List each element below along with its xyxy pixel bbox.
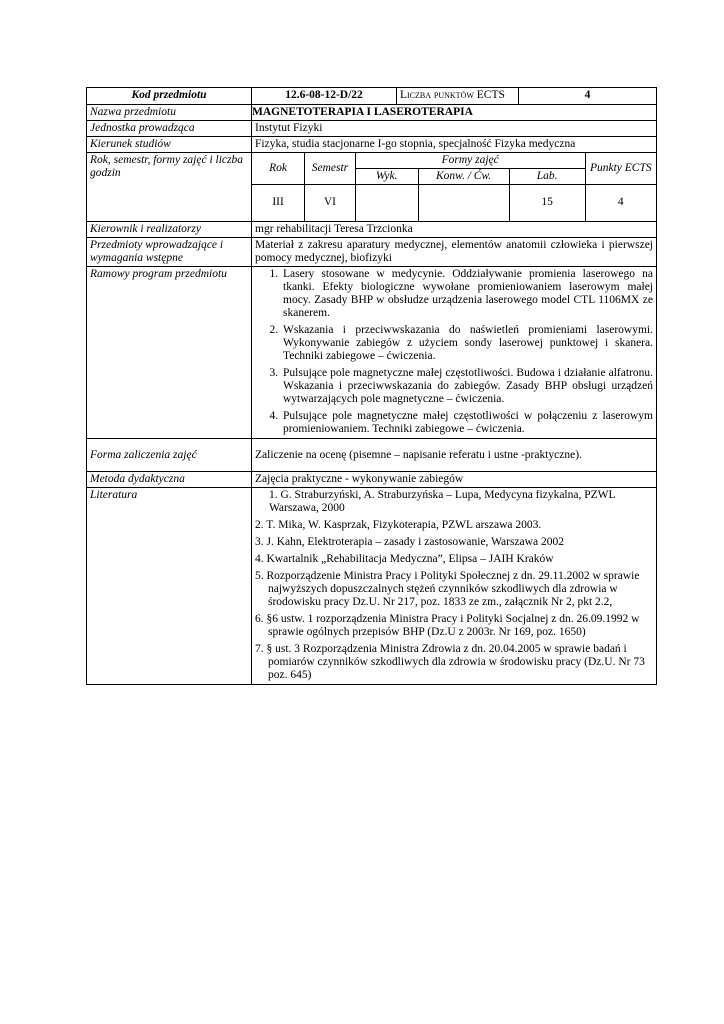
name-row <box>87 105 657 121</box>
literature-item: 7. § ust. 3 Rozporządzenia Ministra Zdrowia z dn. 20.04.2005 w sprawie badań i pomiarów czynników szkodliwych dla zdrowia w środowisku pracy (Dz.U. Nr 73 poz. 645) <box>255 643 645 681</box>
unit-value: Instytut Fizyki <box>252 121 657 137</box>
unit-row <box>87 121 657 137</box>
wyk-header: Wyk. <box>355 169 418 185</box>
semestr-value: VI <box>305 185 356 221</box>
method-value: Zajęcia praktyczne - wykonywanie zabiegów <box>252 472 657 488</box>
program-item: 3. Pulsujące pole magnetyczne małej częstotliwości. Budowa i działanie alfatronu. Wskazania i przeciwwskazania do zabiegów. Zasady BHP obsługi urządzeń wytwarzających pole magnetyczne – ćwiczenia. <box>281 367 653 406</box>
prereq-value: Materiał z zakresu aparatury medycznej, elementów anatomii człowieka i pierwszej pomocy medycznej, biofizyki <box>252 238 657 267</box>
prereq-label: Przedmioty wprowadzające i wymagania wstępne <box>87 238 252 267</box>
literature-item: 6. §6 ustw. 1 rozporządzenia Ministra Pracy i Polityki Socjalnej z dn. 26.09.1992 w sprawie ogólnych przepisów BHP (Dz.U z 2003r. Nr 169, poz. 1650) <box>255 613 640 638</box>
literature-item: 2. T. Mika, W. Kasprzak, Fizykoterapia, PZWL arszawa 2003. <box>255 519 542 531</box>
semestr-header: Semestr <box>305 153 356 185</box>
program-item: 4. Pulsujące pole magnetyczne małej częstotliwości w połączeniu z laserowym promieniowaniem. Techniki zabiegowe – ćwiczenia. <box>281 410 653 436</box>
field-row <box>87 137 657 153</box>
lab-value: 15 <box>509 185 585 221</box>
prereq-row <box>87 238 657 267</box>
literature-item: 1. G. Straburzyński, A. Straburzyńska – Lupa, Medycyna fizykalna, PZWL Warszawa, 2000 <box>269 489 616 514</box>
konw-value <box>418 185 509 221</box>
unit-label: Jednostka prowadząca <box>87 121 252 137</box>
schedule-cell <box>252 153 657 222</box>
program-label: Ramowy program przedmiotu <box>87 267 252 439</box>
wyk-value <box>355 185 418 221</box>
formy-header: Formy zajęć <box>355 153 585 169</box>
program-item: 1. Lasery stosowane w medycynie. Oddziaływanie promienia laserowego na tkanki. Efekty biologiczne wywołane promieniowaniem laserowym małej mocy. Zasady BHP w obsłudze urządzenia laserowego model CTL 1106MX ze skanerem. <box>281 268 653 320</box>
literature-label: Literatura <box>87 488 252 685</box>
schedule-table <box>252 153 656 221</box>
ects-label: Liczba punktów ECTS <box>397 88 519 105</box>
manager-row <box>87 222 657 238</box>
program-cell <box>252 267 657 439</box>
punkty-value: 4 <box>585 185 656 221</box>
literature-row <box>87 488 657 685</box>
assessment-value: Zaliczenie na ocenę (pisemne – napisanie referatu i ustne -praktyczne). <box>252 439 657 472</box>
rok-value: III <box>252 185 305 221</box>
manager-value: mgr rehabilitacji Teresa Trzcionka <box>252 222 657 238</box>
konw-header: Konw. / Ćw. <box>418 169 509 185</box>
syllabus-table <box>86 87 657 685</box>
lab-header: Lab. <box>509 169 585 185</box>
ects-value: 4 <box>519 88 657 105</box>
program-item: 2. Wskazania i przeciwwskazania do naświetleń promieniami laserowymi. Wykonywanie zabiegów z użyciem sondy laserowej punktowej i skanera. Techniki zabiegowe – ćwiczenia. <box>281 324 653 363</box>
course-name-value: MAGNETOTERAPIA I LASEROTERAPIA <box>252 105 657 121</box>
manager-label: Kierownik i realizatorzy <box>87 222 252 238</box>
assessment-label: Forma zaliczenia zajęć <box>87 439 252 472</box>
schedule-row <box>87 153 657 222</box>
header-row <box>87 88 657 105</box>
program-list <box>255 268 653 436</box>
year-semester-label: Rok, semestr, formy zajęć i liczba godzin <box>87 153 252 222</box>
assessment-row <box>87 439 657 472</box>
course-name-label: Nazwa przedmiotu <box>87 105 252 121</box>
literature-item: 5. Rozporządzenie Ministra Pracy i Polityki Społecznej z dn. 29.11.2002 w sprawie najwyższych dopuszczalnych stężeń czynników szkodliwych dla zdrowia w środowisku pracy Dz.U. Nr 217, poz. 1833 ze zm., załącznik Nr 2, pkt 2.2, <box>255 570 640 608</box>
method-label: Metoda dydaktyczna <box>87 472 252 488</box>
program-row <box>87 267 657 439</box>
punkty-header: Punkty ECTS <box>585 153 656 185</box>
literature-item: 4. Kwartalnik „Rehabilitacja Medyczna”, Elipsa – JAIH Kraków <box>255 553 554 565</box>
field-label: Kierunek studiów <box>87 137 252 153</box>
syllabus-sheet <box>86 87 656 685</box>
field-value: Fizyka, studia stacjonarne I-go stopnia, specjalność Fizyka medyczna <box>252 137 657 153</box>
course-code-value: 12.6-08-12-D/22 <box>252 88 397 105</box>
course-code-label: Kod przedmiotu <box>87 88 252 105</box>
literature-item: 3. J. Kahn, Elektroterapia – zasady i zastosowanie, Warszawa 2002 <box>255 536 564 548</box>
method-row <box>87 472 657 488</box>
literature-cell <box>252 488 657 685</box>
rok-header: Rok <box>252 153 305 185</box>
